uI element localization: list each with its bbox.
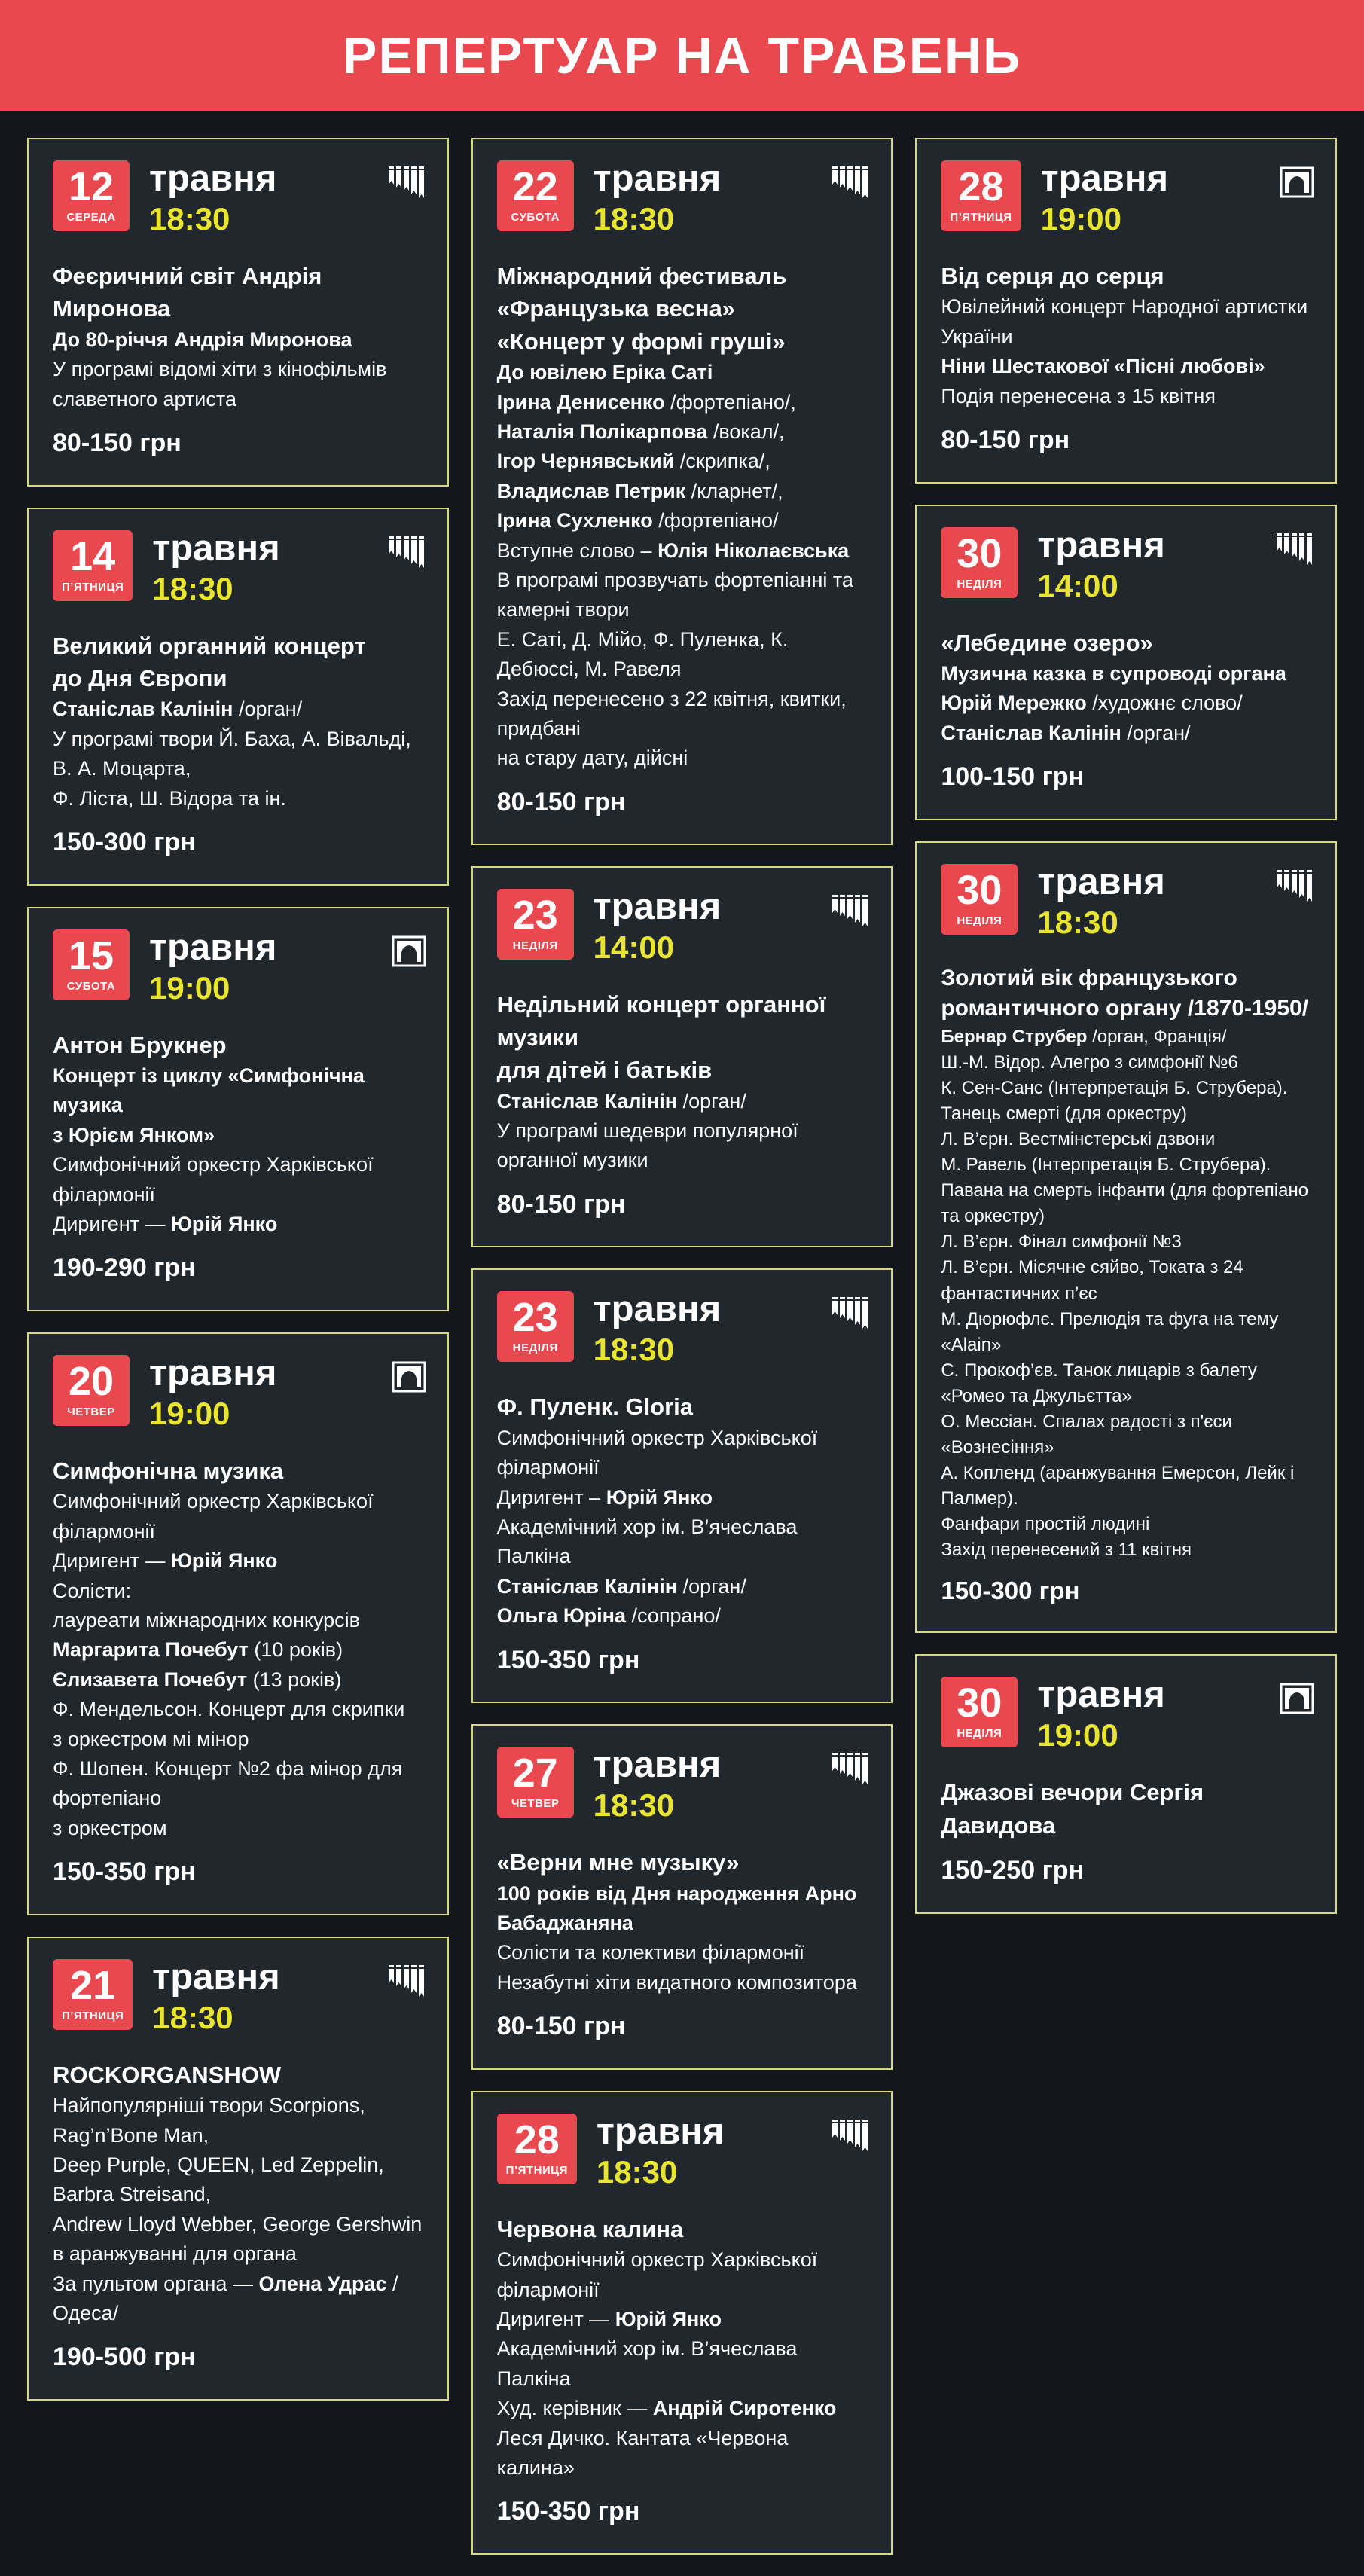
event-card [471,866,893,1247]
event-line-body: У програмі відомі хіти з кінофільмів [53,358,387,381]
event-line-price: 80-150 грн [941,425,1070,454]
poster-title: РЕПЕРТУАР НА ТРАВЕНЬ [342,26,1022,84]
event-details [53,630,426,862]
event-line-body: Худ. керівник — Андрій Сиротенко [496,2397,837,2420]
event-line-body: М. Дюрюфлє. Прелюдія та фуга на тему «Alain» [941,1308,1279,1355]
event-day: 30 [957,1680,1002,1726]
event-day: 30 [957,530,1002,576]
event-line-price: 150-350 грн [496,2497,640,2526]
event-line-body: Захід перенесено з 22 квітня, квитки, придбані [496,687,847,740]
date-badge [53,929,130,1000]
organ-pipes-icon [1277,533,1314,566]
event-time: 19:00 [149,1395,230,1431]
event-line-body: Станіслав Калінін /орган/ [941,721,1191,744]
event-line-body: Ігор Чернявський /скрипка/, [496,450,770,473]
event-line-body: Диригент – Юрій Янко [496,1485,713,1509]
event-month: травня [149,1353,277,1394]
event-header [941,160,1314,237]
organ-pipes-icon [1277,870,1314,903]
date-badge [941,527,1018,598]
event-day: 30 [957,867,1002,913]
event-day: 21 [70,1962,116,2008]
organ-pipes-icon [389,166,426,200]
event-line-title: ROCKORGANSHOW [53,2061,282,2088]
organ-pipes-icon [832,2120,870,2153]
event-time: 18:30 [149,200,230,237]
event-line-bold: Ніни Шестакової «Пісні любові» [941,355,1265,378]
venue-icon-wrap [1277,864,1314,903]
organ-pipes-icon [389,1965,426,1998]
event-line-body: М. Равель (Інтерпретація Б. Струбера). [941,1155,1271,1176]
date-badge [497,889,574,960]
event-line-title: Ф. Пуленк. Gloria [496,1393,694,1421]
event-month: травня [1040,158,1169,199]
event-card [27,907,449,1311]
event-details [497,1846,871,2046]
event-month: травня [593,1744,722,1786]
event-card [471,2091,893,2555]
event-line-body: Вступне слово – Юлія Ніколаєвська [496,539,850,562]
event-header [53,926,426,1006]
event-line-body: С. Прокоф’єв. Танок лицарів з балету [941,1360,1257,1381]
event-line-bold: Концерт із циклу «Симфонічна музика [53,1064,365,1117]
event-details [941,963,1314,1610]
venue-icon-wrap [389,1959,426,1998]
event-day: 22 [512,164,558,209]
venue-icon-wrap [1280,1677,1314,1714]
event-details [941,627,1314,796]
event-day: 27 [512,1750,558,1796]
event-card [915,841,1337,1633]
event-details [53,260,426,462]
event-line-body: з оркестром [53,1816,167,1839]
event-time: 14:00 [1037,567,1118,603]
event-header [497,2111,871,2190]
event-line-title: «Верни мне музыку» [496,1849,740,1876]
organ-pipes-icon [832,1297,870,1330]
event-line-title: Антон Брукнер [53,1031,227,1058]
stage-curtain-icon [1280,1683,1314,1714]
event-card [471,1724,893,2070]
event-time: 18:30 [593,1332,675,1368]
venue-icon-wrap [389,160,426,200]
event-when [593,1744,722,1824]
event-time: 18:30 [593,200,675,237]
event-month: травня [149,158,277,199]
event-details [497,1390,871,1679]
event-weekday: НЕДІЛЯ [512,939,558,953]
event-line-body: лауреати міжнародних конкурсів [53,1609,361,1631]
event-card [27,1937,449,2401]
event-card [471,138,893,845]
event-line-body: У програмі шедеври популярної органної музики [496,1119,798,1172]
date-badge [53,530,133,601]
event-day: 23 [512,893,558,939]
event-day: 15 [68,932,114,978]
venue-icon-wrap [832,160,870,200]
event-line-price: 80-150 грн [496,2012,626,2041]
event-line-body: Солісти та колективи філармонії [496,1941,805,1964]
event-month: травня [596,2111,725,2152]
event-line-body: Солісти: [53,1579,132,1602]
date-badge [941,160,1021,231]
event-line-body: Фанфари простій людині [941,1514,1150,1535]
poster-header [0,0,1364,111]
event-line-body: Е. Саті, Д. Мійо, Ф. Пуленка, К. Дебюссі, М. Равеля [496,627,789,681]
event-line-body: в аранжуванні для органа [53,2242,297,2266]
event-time: 18:30 [152,1999,233,2035]
event-line-title: до Дня Європи [53,664,227,691]
event-time: 18:30 [596,2153,678,2190]
event-month: травня [593,1289,722,1330]
event-line-body: Незабутні хіти видатного композитора [496,1970,857,1994]
date-badge [53,160,130,231]
event-time: 18:30 [152,570,233,606]
column-2 [471,138,893,2576]
event-line-body: А. Копленд (аранжування Емерсон, Лейк і Палмер). [941,1463,1295,1509]
event-details [497,988,871,1223]
event-when [149,160,277,237]
date-badge [497,1747,574,1818]
event-line-body: У програмі твори Й. Баха, А. Вівальді, В. А. Моцарта, [53,727,411,780]
venue-icon-wrap [832,1747,870,1786]
event-line-body: Найпопулярніші твори Scorpions, Rag’n’Bone Man, [53,2094,365,2147]
event-line-body: Наталія Полікарпова /вокал/, [496,420,785,443]
event-line-body: Ірина Денисенко /фортепіано/, [496,390,796,414]
stage-curtain-icon [392,935,426,967]
event-line-bold: До 80-річчя Андрія Миронова [53,328,352,351]
event-line-title: Симфонічна музика [53,1457,284,1484]
event-header [941,524,1314,604]
venue-icon-wrap [832,1291,870,1330]
organ-pipes-icon [389,536,426,569]
event-weekday: П’ЯТНИЦЯ [505,2163,568,2177]
event-weekday: СУБОТА [66,979,116,993]
event-weekday: НЕДІЛЯ [957,577,1002,591]
event-when [1037,1674,1165,1753]
event-header [53,527,426,607]
event-card [27,1332,449,1915]
event-weekday: ЧЕТВЕР [511,1797,560,1811]
event-line-title: Золотий вік французького [941,965,1237,990]
event-line-body: Владислав Петрик /кларнет/, [496,479,783,502]
event-weekday: СУБОТА [511,211,560,224]
stage-curtain-icon [392,1361,426,1393]
event-when [1037,861,1165,941]
event-day: 12 [68,164,114,209]
event-details [53,2059,426,2376]
event-day: 20 [68,1359,114,1405]
event-line-title: романтичного органу /1870-1950/ [941,996,1309,1021]
event-when [594,889,722,966]
event-line-body: К. Сен-Санс (Інтерпретація Б. Струбера). [941,1077,1288,1098]
event-line-body: Л. В’єрн. Фінал симфонії №3 [941,1232,1182,1253]
event-line-title: «Концерт у формі груші» [496,328,786,355]
event-line-body: Станіслав Калінін /орган/ [496,1574,746,1598]
event-line-body: Deep Purple, QUEEN, Led Zeppelin, Barbra Streisand, [53,2153,384,2206]
event-line-body: Танець смерті (для оркестру) [941,1103,1187,1125]
event-when [152,527,280,607]
event-line-body: За пультом органа — Олена Удрас /Одеса/ [53,2272,398,2325]
event-day: 14 [70,533,116,579]
event-line-price: 190-290 грн [53,1253,196,1283]
event-line-body: Л. В’єрн. Місячне сяйво, Токата з 24 фантастичних п’єс [941,1257,1243,1304]
event-day: 28 [958,164,1004,209]
event-line-body: Симфонічний оркестр Харківської філармонії [53,1153,374,1206]
event-time: 19:00 [1037,1717,1118,1753]
event-line-body: Л. В’єрн. Вестмінстерські дзвони [941,1129,1216,1150]
event-weekday: СЕРЕДА [66,211,116,224]
event-weekday: П’ЯТНИЦЯ [950,211,1012,224]
event-month: травня [593,887,722,928]
event-when [149,1355,277,1432]
organ-pipes-icon [832,166,870,200]
event-when [1041,160,1169,237]
event-line-title: Червона калина [496,2215,684,2242]
event-card [471,1268,893,1703]
event-weekday: НЕДІЛЯ [512,1341,558,1355]
event-header [53,160,426,237]
event-line-bold: До ювілею Еріка Саті [496,361,713,384]
event-line-body: Ш.-М. Відор. Алегро з симфонії №6 [941,1051,1238,1073]
event-line-title: Великий органний концерт [53,632,366,659]
event-line-body: Академічний хор ім. В’ячеслава Палкіна [496,1515,798,1568]
event-line-price: 100-150 грн [941,762,1085,792]
venue-icon-wrap [392,929,426,967]
event-header [497,160,871,237]
event-line-body: Ольга Юріна /сопрано/ [496,1604,721,1628]
event-line-body: Станіслав Калінін /орган/ [496,1089,746,1113]
event-weekday: ЧЕТВЕР [67,1406,115,1419]
event-header [497,1744,871,1824]
event-header [941,1674,1314,1753]
event-header [941,861,1314,941]
date-badge [941,864,1018,935]
date-badge [497,2114,577,2184]
event-time: 18:30 [1037,904,1118,940]
event-details [53,1454,426,1891]
event-details [941,1776,1314,1889]
date-badge [497,1291,574,1362]
venue-icon-wrap [832,2114,870,2153]
event-when [594,1291,722,1368]
event-weekday: П’ЯТНИЦЯ [62,580,124,594]
event-details [941,260,1314,459]
event-month: травня [152,527,280,569]
event-line-body: Ірина Сухленко /фортепіано/ [496,509,779,533]
event-line-body: Павана на смерть інфанти (для фортепіано та оркестру) [941,1180,1309,1227]
event-day: 23 [512,1295,558,1341]
event-line-body: «Ромео та Джульєтта» [941,1385,1132,1406]
event-details [53,1029,426,1287]
event-line-body: Ф. Шопен. Концерт №2 фа мінор для фортепіано [53,1757,403,1810]
event-line-body: О. Мессіан. Спалах радості з п'єси «Вознесіння» [941,1411,1232,1458]
event-line-price: 80-150 грн [53,428,182,457]
event-line-body: Симфонічний оркестр Харківської філармонії [496,1426,818,1479]
event-line-body: Академічний хор ім. В’ячеслава Палкіна [496,2337,798,2390]
organ-pipes-icon [832,1753,870,1786]
event-month: травня [1037,524,1165,566]
event-month: травня [149,926,277,968]
date-badge [497,160,574,231]
event-line-title: Від серця до серця [941,262,1164,289]
event-card [915,138,1337,484]
event-card [915,1654,1337,1913]
event-when [594,160,722,237]
event-line-body: Симфонічний оркестр Харківської філармонії [53,1490,374,1543]
event-line-body: Юрій Мережко /художнє слово/ [941,691,1243,715]
event-line-title: «Французька весна» [496,295,735,322]
stage-curtain-icon [1280,166,1314,198]
event-header [497,889,871,966]
event-details [497,260,871,821]
event-time: 14:00 [593,929,675,966]
event-line-body: Диригент — Юрій Янко [53,1549,278,1573]
event-line-title: Недільний концерт органної музики [496,991,826,1051]
event-line-body: Andrew Lloyd Webber, George Gershwin [53,2212,423,2236]
event-month: травня [593,158,722,199]
event-time: 18:30 [593,1787,675,1824]
venue-icon-wrap [1280,160,1314,198]
event-line-body: Маргарита Почебут (10 років) [53,1638,343,1662]
event-line-body: Ф. Мендельсон. Концерт для скрипки [53,1698,405,1721]
event-line-price: 80-150 грн [496,1189,626,1219]
event-line-body: Ф. Ліста, Ш. Відора та ін. [53,786,286,810]
event-line-body: з оркестром мі мінор [53,1727,249,1750]
organ-pipes-icon [832,895,870,928]
event-line-bold: Музична казка в супроводі органа [941,661,1286,685]
event-line-bold: 100 років від Дня народження Арно Бабаджаняна [496,1882,857,1935]
event-line-price: 150-300 грн [941,1576,1080,1605]
event-line-body: на стару дату, дійсні [496,746,688,770]
venue-icon-wrap [1277,527,1314,566]
event-line-body: Ювілейний концерт Народної артистки України [941,295,1308,348]
event-card [27,508,449,886]
event-line-body: Єлизавета Почебут (13 років) [53,1668,342,1691]
event-day: 28 [514,2117,560,2162]
event-line-title: Джазові вечори Сергія Давидова [941,1779,1204,1839]
event-month: травня [1037,1674,1165,1716]
venue-icon-wrap [832,889,870,928]
event-weekday: П’ЯТНИЦЯ [62,2009,124,2022]
event-weekday: НЕДІЛЯ [957,1727,1002,1741]
event-time: 19:00 [1040,200,1122,237]
event-line-price: 150-300 грн [53,827,196,856]
event-line-price: 190-500 грн [53,2343,196,2372]
event-line-body: славетного артиста [53,387,236,411]
event-card [915,505,1337,820]
event-line-body: Подія перенесена з 15 квітня [941,384,1216,407]
date-badge [53,1959,133,2030]
event-line-body: Захід перенесений з 11 квітня [941,1540,1192,1561]
event-line-body: Диригент — Юрій Янко [53,1212,278,1235]
date-badge [53,1355,130,1426]
event-card [27,138,449,487]
event-weekday: НЕДІЛЯ [957,914,1002,927]
event-line-price: 150-250 грн [941,1856,1085,1885]
event-month: травня [152,1956,280,1998]
event-line-title: Феєричний світ Андрія Миронова [53,262,322,322]
event-month: травня [1037,861,1165,902]
event-header [497,1291,871,1368]
date-badge [941,1677,1018,1747]
event-line-body: Диригент — Юрій Янко [496,2308,722,2331]
event-line-title: для дітей і батьків [496,1057,713,1084]
schedule-columns [0,111,1364,2576]
event-line-price: 150-350 грн [53,1857,196,1887]
event-when [152,1956,280,2036]
column-3 [915,138,1337,2576]
event-when [149,926,277,1006]
event-line-title: Міжнародний фестиваль [496,262,787,289]
event-header [53,1956,426,2036]
event-when [596,2111,725,2190]
venue-icon-wrap [389,530,426,569]
column-1 [27,138,449,2576]
event-details [497,2213,871,2531]
event-line-title: «Лебедине озеро» [941,629,1153,656]
event-line-body: Бернар Струбер /орган, Франція/ [941,1026,1227,1047]
event-line-bold: з Юрієм Янком» [53,1123,215,1146]
event-line-price: 150-350 грн [496,1645,640,1674]
event-time: 19:00 [149,969,230,1006]
event-when [1037,524,1165,604]
event-line-body: Симфонічний оркестр Харківської філармонії [496,2248,818,2301]
event-line-body: Станіслав Калінін /орган/ [53,697,303,721]
venue-icon-wrap [392,1355,426,1393]
event-line-body: В програмі прозвучать фортепіанні та камерні твори [496,568,853,621]
event-line-body: Леся Дичко. Кантата «Червона калина» [496,2426,789,2480]
event-line-price: 80-150 грн [496,787,626,816]
event-header [53,1355,426,1432]
